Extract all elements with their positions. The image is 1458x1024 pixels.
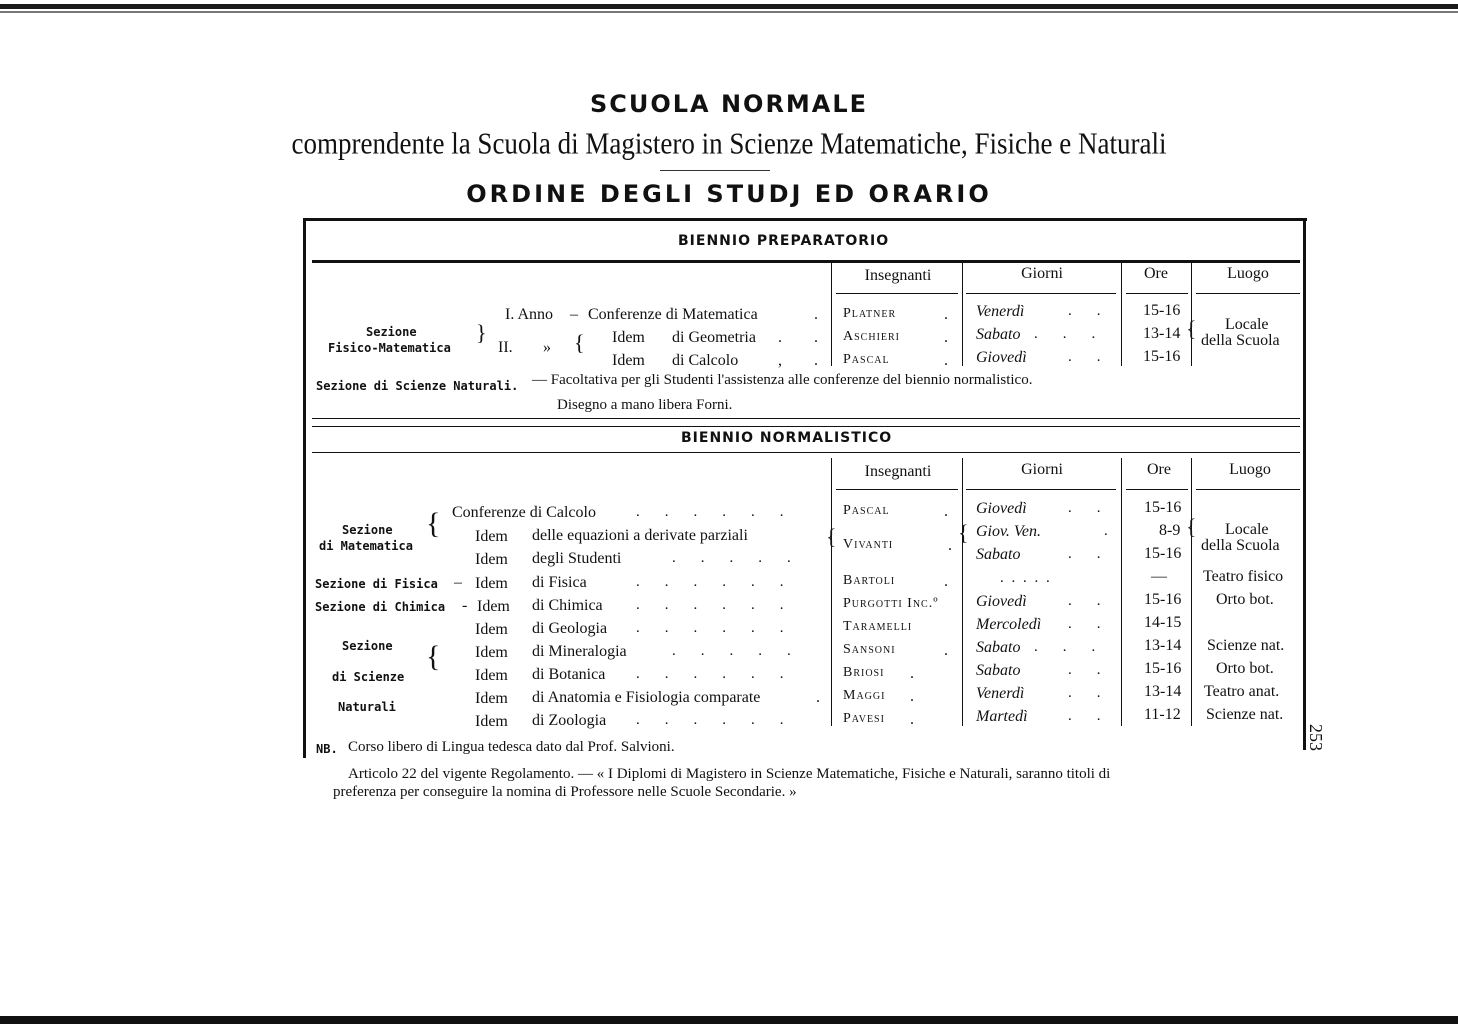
column-header-hours: Ore <box>1144 265 1168 282</box>
scan-border-top-thin <box>0 11 1458 13</box>
course-name: di Geologia <box>532 620 608 637</box>
dot-leader: . <box>778 329 782 346</box>
teacher-name: Taramelli <box>843 619 913 634</box>
brace: { <box>826 524 837 549</box>
place: Locale <box>1225 316 1269 333</box>
dot-leader: . . <box>1068 303 1103 319</box>
header-underline <box>836 489 958 490</box>
course-name: di Chimica <box>532 597 603 614</box>
column-header-days: Giorni <box>1021 461 1063 478</box>
col-sep-days <box>962 458 963 726</box>
day: Sabato <box>976 546 1021 563</box>
day: Venerdì <box>976 303 1025 320</box>
teacher-name: Purgotti Inc.º <box>843 596 939 611</box>
day: Sabato <box>976 662 1021 679</box>
place: Scienze nat. <box>1207 637 1285 654</box>
natural-section-note: — Facoltativa per gli Studenti l'assistenza alle conferenze del biennio normalistico. <box>532 372 1033 388</box>
dot-leader: . . <box>1068 708 1103 724</box>
course-name: Conferenze di Calcolo <box>452 504 596 521</box>
idem: Idem <box>475 667 508 684</box>
brace: { <box>958 520 969 545</box>
dot-leader: . . <box>1068 500 1103 516</box>
dot-leader: . <box>944 306 948 323</box>
column-header-days: Giorni <box>1021 265 1063 282</box>
section-label: Sezione <box>342 523 393 537</box>
scan-border-bottom <box>0 1016 1458 1024</box>
dot-leader: . . . <box>1034 326 1098 342</box>
dash: – <box>570 306 578 323</box>
section-label: Sezione di Fisica <box>315 577 438 591</box>
dot-leader: . . <box>1068 593 1103 609</box>
section-label: Fisico-Matematica <box>328 341 451 355</box>
header-underline <box>966 489 1116 490</box>
drawing-note: Disegno a mano libera Forni. <box>557 397 733 413</box>
dot-leader: . <box>814 352 818 369</box>
normalistico-title-rule <box>312 452 1300 453</box>
dot-leader: . . <box>1068 616 1103 632</box>
teacher-name: Sansoni <box>843 642 896 657</box>
course-name: di Mineralogia <box>532 643 627 660</box>
course-name: di Calcolo <box>672 352 739 369</box>
course-name: di Geometria <box>672 329 756 346</box>
course-name: di Fisica <box>532 574 587 591</box>
hours: 13-14 <box>1144 637 1182 654</box>
dot-leader: . . . <box>1034 639 1098 655</box>
place: Orto bot. <box>1216 591 1274 608</box>
course-name: di Botanica <box>532 666 606 683</box>
dot-leader: . . . . . . <box>636 620 786 636</box>
column-header-teachers: Insegnanti <box>864 267 932 284</box>
day: Mercoledì <box>976 616 1042 633</box>
teacher-name: Platner <box>843 306 897 321</box>
dot-leader: . <box>816 689 820 706</box>
idem: Idem <box>475 713 508 730</box>
dot-leader: . <box>814 329 818 346</box>
header-underline <box>1126 293 1188 294</box>
natural-section-label: Sezione di Scienze Naturali. <box>316 379 519 393</box>
day: Sabato <box>976 639 1021 656</box>
idem: Idem <box>475 690 508 707</box>
dot-leader: . <box>944 503 948 520</box>
hours: 15-16 <box>1144 591 1182 608</box>
column-header-place: Luogo <box>1227 265 1269 282</box>
section-label: Sezione <box>342 639 393 653</box>
day: Giov. Ven. <box>976 523 1042 540</box>
idem: Idem <box>475 551 508 568</box>
title-rule <box>660 170 770 171</box>
place: della Scuola <box>1201 332 1280 349</box>
day: Giovedì <box>976 349 1027 366</box>
ditto-mark: » <box>543 339 551 356</box>
page-heading: ORDINE DEGLI STUDJ ED ORARIO <box>466 180 992 208</box>
teacher-name: Aschieri <box>843 329 901 344</box>
header-underline <box>966 293 1116 294</box>
hours: 15-16 <box>1144 545 1182 562</box>
dot-leader: . <box>948 537 952 554</box>
year-label: II. <box>498 339 513 356</box>
dot-leader: . <box>944 573 948 590</box>
section-label: Sezione di Chimica <box>315 600 446 614</box>
dot-leader: . . . . . . <box>636 504 786 520</box>
teacher-name: Pavesi <box>843 711 885 726</box>
course-name: di Zoologia <box>532 712 607 729</box>
section-label: Naturali <box>338 700 396 714</box>
brace: { <box>426 640 441 673</box>
idem: Idem <box>475 575 508 592</box>
dot-leader: . . . . . . <box>636 574 786 590</box>
course-name: Idem <box>612 329 645 346</box>
hours: 13-14 <box>1144 683 1182 700</box>
place: della Scuola <box>1201 537 1280 554</box>
brace: { <box>1186 316 1197 341</box>
dot-leader: . <box>944 329 948 346</box>
place: Teatro anat. <box>1204 683 1280 700</box>
place: Scienze nat. <box>1206 706 1284 723</box>
section-divider <box>312 426 1300 427</box>
article-line-1: Articolo 22 del vigente Regolamento. — « I Diplomi di Magistero in Scienze Matematiche, Fisiche e Naturali, saranno titoli di <box>348 766 1111 782</box>
col-sep-place <box>1191 262 1192 366</box>
hours: 11-12 <box>1144 706 1181 723</box>
column-header-place: Luogo <box>1229 461 1271 478</box>
dash: - <box>462 597 468 614</box>
teacher-name: Pascal <box>843 352 890 367</box>
col-sep-place <box>1191 458 1192 726</box>
dash: – <box>454 574 462 591</box>
header-underline <box>1196 489 1300 490</box>
place: Locale <box>1225 521 1269 538</box>
idem: Idem <box>475 644 508 661</box>
header-underline <box>836 293 958 294</box>
scan-border-top <box>0 4 1458 9</box>
section-label: di Matematica <box>319 539 413 553</box>
dot-leader: . <box>944 352 948 369</box>
brace: { <box>426 507 441 540</box>
dot-leader: . <box>910 665 914 682</box>
col-sep-hours <box>1121 458 1122 726</box>
dot-leader: . . . . . . <box>636 666 786 682</box>
hours: 15-16 <box>1144 499 1182 516</box>
section-divider <box>312 418 1300 419</box>
col-sep-teachers <box>831 458 832 726</box>
dot-leader: . <box>910 688 914 705</box>
page-number: 253 <box>1306 724 1326 751</box>
table-left-border <box>303 218 306 758</box>
dot-leader: , <box>778 352 782 369</box>
day: Giovedì <box>976 500 1027 517</box>
teacher-name: Bartoli <box>843 573 896 588</box>
preparatorio-title: BIENNIO PREPARATORIO <box>678 233 890 249</box>
page-subtitle: comprendente la Scuola di Magistero in Scienze Matematiche, Fisiche e Naturali <box>291 125 1167 161</box>
course-name: degli Studenti <box>532 550 622 567</box>
page-title: SCUOLA NORMALE <box>589 90 869 118</box>
day: Venerdì <box>976 685 1025 702</box>
hours: 15-16 <box>1143 302 1181 319</box>
table-top-border <box>303 218 1307 221</box>
course-name: di Anatomia e Fisiologia comparate <box>532 689 761 706</box>
dot-leader: . . . . . . <box>636 597 786 613</box>
course-name: Conferenze di Matematica <box>588 306 758 323</box>
section-label: di Scienze <box>332 670 405 684</box>
idem: Idem <box>477 598 510 615</box>
preparatorio-title-rule <box>312 260 1300 263</box>
dot-leader: . <box>910 711 914 728</box>
place: Teatro fisico <box>1203 568 1284 585</box>
hours: 15-16 <box>1143 348 1181 365</box>
col-sep-teachers <box>831 262 832 366</box>
hours: — <box>1151 568 1167 585</box>
teacher-name: Vivanti <box>843 537 894 552</box>
header-underline <box>1196 293 1300 294</box>
day: Sabato <box>976 326 1021 343</box>
day: . . . . . <box>1000 570 1052 586</box>
normalistico-title: BIENNIO NORMALISTICO <box>681 430 893 446</box>
course-name: Idem <box>612 352 645 369</box>
brace: { <box>1186 514 1197 539</box>
dot-leader: . . . . . . <box>636 712 786 728</box>
dot-leader: . . <box>1068 685 1103 701</box>
dot-leader: . <box>1104 523 1110 539</box>
article-line-2: preferenza per conseguire la nomina di Professore nelle Scuole Secondarie. » <box>333 784 797 800</box>
dot-leader: . . . . . <box>672 550 793 566</box>
year-label: I. Anno <box>505 306 553 323</box>
column-header-hours: Ore <box>1147 461 1171 478</box>
hours: 13-14 <box>1143 325 1181 342</box>
teacher-name: Maggi <box>843 688 886 703</box>
table-right-border <box>1303 218 1306 750</box>
brace: { <box>574 330 585 355</box>
dot-leader: . <box>814 306 818 323</box>
brace: } <box>476 320 487 345</box>
idem: Idem <box>475 528 508 545</box>
day: Giovedì <box>976 593 1027 610</box>
hours: 14-15 <box>1144 614 1182 631</box>
dot-leader: . . <box>1068 546 1103 562</box>
nb-text: Corso libero di Lingua tedesca dato dal Prof. Salvioni. <box>348 739 675 755</box>
column-header-teachers: Insegnanti <box>864 463 932 480</box>
dot-leader: . . . . . <box>672 643 793 659</box>
idem: Idem <box>475 621 508 638</box>
place: Orto bot. <box>1216 660 1274 677</box>
hours: 8-9 <box>1159 522 1181 539</box>
day: Martedì <box>976 708 1028 725</box>
nb-label: NB. <box>316 742 338 756</box>
dot-leader: . . <box>1068 662 1103 678</box>
dot-leader: . . <box>1068 349 1103 365</box>
header-underline <box>1126 489 1188 490</box>
dot-leader: . <box>944 642 948 659</box>
section-label: Sezione <box>366 325 417 339</box>
teacher-name: Pascal <box>843 503 890 518</box>
course-name: delle equazioni a derivate parziali <box>532 527 748 544</box>
teacher-name: Briosi <box>843 665 885 680</box>
hours: 15-16 <box>1144 660 1182 677</box>
